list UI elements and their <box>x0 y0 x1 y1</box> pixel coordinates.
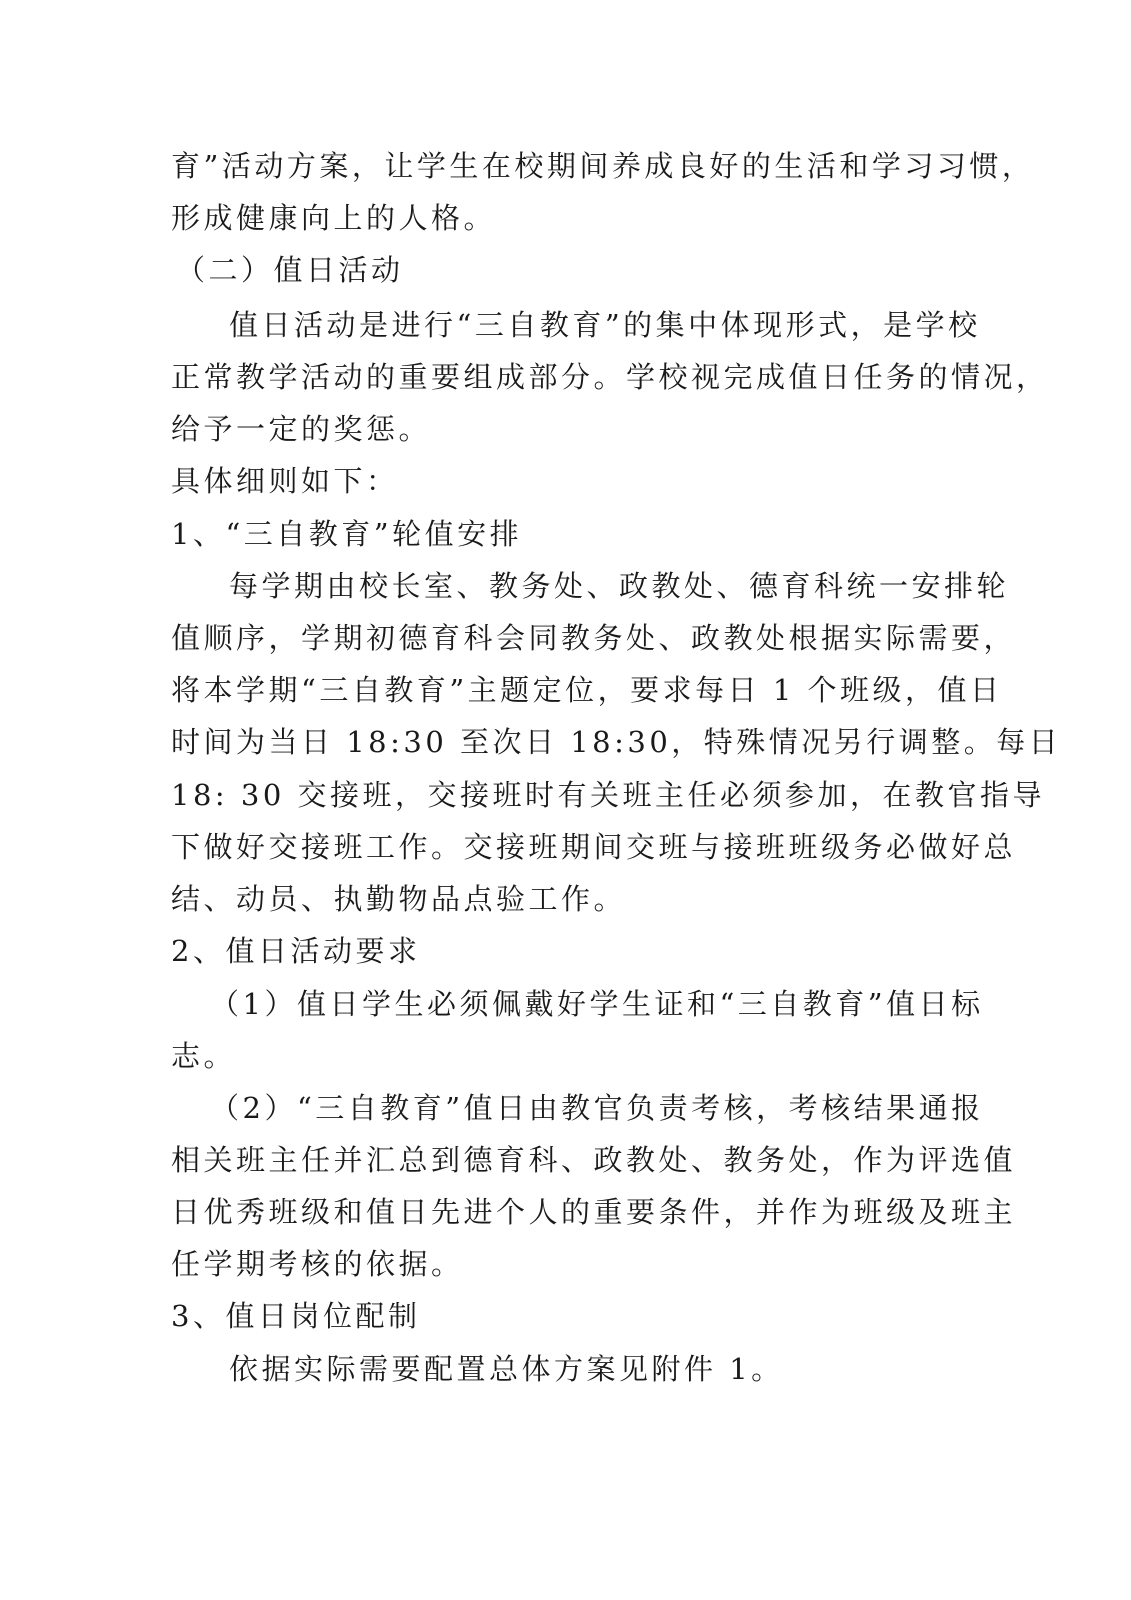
text-line: （1）值日学生必须佩戴好学生证和“三自教育”值日标 <box>210 987 984 1021</box>
text-line: 将本学期“三自教育”主题定位，要求每日 1 个班级，值日 <box>171 673 1003 707</box>
text-line: 志。 <box>171 1039 237 1073</box>
text-line: 依据实际需要配置总体方案见附件 1。 <box>229 1352 784 1386</box>
text-line: （2）“三自教育”值日由教官负责考核，考核结果通报 <box>210 1091 984 1125</box>
section-heading: （二）值日活动 <box>176 253 404 287</box>
text-line: 值顺序，学期初德育科会同教务处、政教处根据实际需要， <box>171 621 1017 655</box>
text-line: 形成健康向上的人格。 <box>171 201 497 235</box>
text-line: 具体细则如下： <box>171 464 399 498</box>
text-line: 正常教学活动的重要组成部分。学校视完成值日任务的情况， <box>171 360 1049 394</box>
text-line: 育”活动方案，让学生在校期间养成良好的生活和学习习惯， <box>171 149 1035 183</box>
text-line: 值日活动是进行“三自教育”的集中体现形式，是学校 <box>229 308 981 342</box>
text-line: 每学期由校长室、教务处、政教处、德育科统一安排轮 <box>229 569 1010 603</box>
text-line: 18: 30 交接班，交接班时有关班主任必须参加，在教官指导 <box>171 778 1046 812</box>
text-line: 下做好交接班工作。交接班期间交班与接班班级务必做好总 <box>171 830 1017 864</box>
text-line: 给予一定的奖惩。 <box>171 412 432 446</box>
text-line: 相关班主任并汇总到德育科、政教处、教务处，作为评选值 <box>171 1143 1017 1177</box>
subsection-heading: 3、值日岗位配制 <box>171 1299 421 1333</box>
text-line: 结、动员、执勤物品点验工作。 <box>171 882 627 916</box>
subsection-heading: 2、值日活动要求 <box>171 934 421 968</box>
text-line: 时间为当日 18:30 至次日 18:30，特殊情况另行调整。每日 <box>171 725 1062 759</box>
subsection-heading: 1、“三自教育”轮值安排 <box>171 517 523 551</box>
text-line: 任学期考核的依据。 <box>171 1247 464 1281</box>
text-line: 日优秀班级和值日先进个人的重要条件，并作为班级及班主 <box>171 1195 1017 1229</box>
